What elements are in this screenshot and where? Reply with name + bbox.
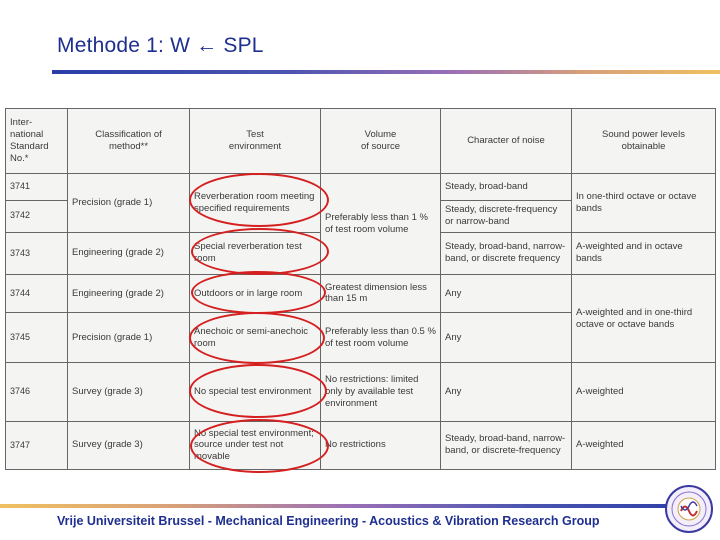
cell-volume: No restrictions	[321, 421, 441, 469]
cell-environment: Anechoic or semi-anechoic room	[190, 313, 321, 363]
slide-title: Methode 1: W ← SPL	[57, 34, 264, 57]
cell-levels: A-weighted	[572, 421, 716, 469]
cell-method: Precision (grade 1)	[68, 313, 190, 363]
cell-noise: Steady, broad-band, narrow-band, or discrete frequency	[441, 232, 572, 274]
header-character-of-noise: Character of noise	[441, 109, 572, 174]
cell-method: Survey (grade 3)	[68, 421, 190, 469]
header-test-environment: Test environment	[190, 109, 321, 174]
cell-noise: Steady, discrete-frequency or narrow-band	[441, 200, 572, 232]
cell-environment: No special test environment	[190, 363, 321, 421]
cell-volume: Greatest dimension less than 15 m	[321, 274, 441, 312]
table-row	[6, 421, 716, 469]
table-row	[6, 174, 716, 200]
university-seal-icon	[664, 484, 714, 534]
table-header-row	[6, 109, 716, 174]
cell-levels: A-weighted	[572, 363, 716, 421]
iso-standards-table	[5, 108, 716, 470]
cell-method: Precision (grade 1)	[68, 174, 190, 232]
cell-standard-no: 3745	[6, 313, 68, 363]
cell-standard-no: 3747	[6, 421, 68, 469]
cell-noise: Any	[441, 274, 572, 312]
cell-noise: Steady, broad-band, narrow-band, or discrete-frequency	[441, 421, 572, 469]
cell-noise: Steady, broad-band	[441, 174, 572, 200]
cell-noise: Any	[441, 363, 572, 421]
cell-standard-no: 3742	[6, 200, 68, 232]
table-row	[6, 274, 716, 312]
cell-environment: Reverberation room meeting specified requirements	[190, 174, 321, 232]
cell-standard-no: 3746	[6, 363, 68, 421]
cell-volume: No restrictions: limited only by available test environment	[321, 363, 441, 421]
footer-text: Vrije Universiteit Brussel - Mechanical Engineering - Acoustics & Vibration Research Group	[57, 514, 600, 528]
cell-standard-no: 3743	[6, 232, 68, 274]
cell-method: Survey (grade 3)	[68, 363, 190, 421]
cell-method: Engineering (grade 2)	[68, 232, 190, 274]
cell-levels: A-weighted and in one-third octave or octave bands	[572, 274, 716, 362]
cell-levels: A-weighted and in octave bands	[572, 232, 716, 274]
cell-environment: Special reverberation test room	[190, 232, 321, 274]
cell-levels: In one-third octave or octave bands	[572, 174, 716, 232]
cell-environment: Outdoors or in large room	[190, 274, 321, 312]
cell-noise: Any	[441, 313, 572, 363]
header-classification: Classification of method**	[68, 109, 190, 174]
header-standard-no: Inter- national Standard No.*	[6, 109, 68, 174]
table-row	[6, 363, 716, 421]
footer-bar	[0, 504, 700, 508]
header-sound-power-levels: Sound power levels obtainable	[572, 109, 716, 174]
cell-standard-no: 3744	[6, 274, 68, 312]
cell-environment: No special test environment; source under test not movable	[190, 421, 321, 469]
header-volume-of-source: Volume of source	[321, 109, 441, 174]
cell-volume: Preferably less than 0.5 % of test room volume	[321, 313, 441, 363]
cell-standard-no: 3741	[6, 174, 68, 200]
cell-volume: Preferably less than 1 % of test room volume	[321, 174, 441, 275]
iso-standards-table-image	[5, 108, 715, 470]
cell-method: Engineering (grade 2)	[68, 274, 190, 312]
title-underline	[52, 70, 720, 74]
